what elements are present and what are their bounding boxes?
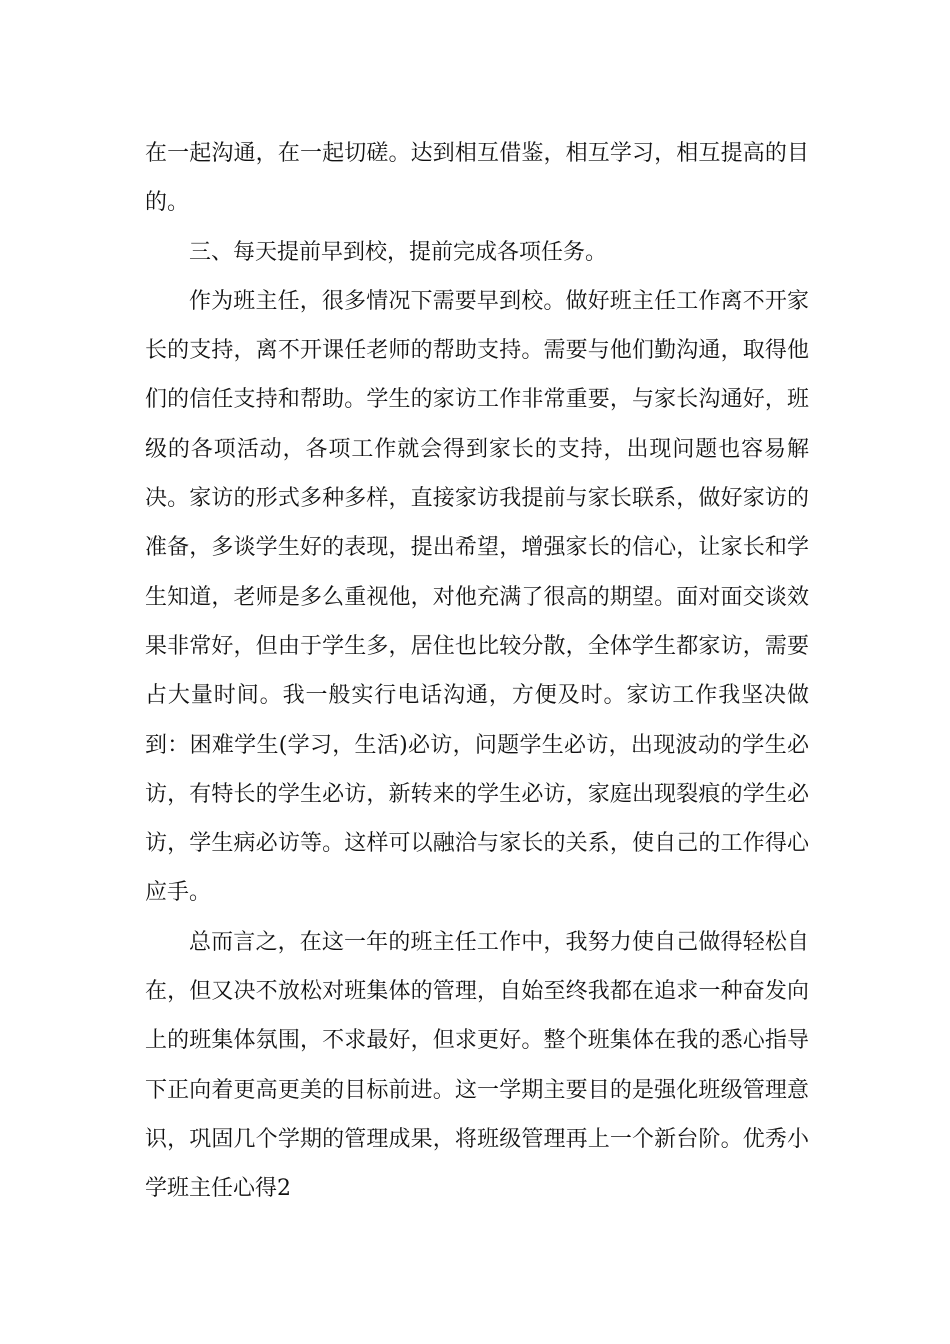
paragraph-summary: 总而言之，在这一年的班主任工作中，我努力使自己做得轻松自在，但又决不放松对班集体的管理，自始至终我都在追求一种奋发向上的班集体氛围，不求最好，但求更好。整个班集体在我的悉心指导下正向着更高更美的目标前进。这一学期主要目的是强化班级管理意识，巩固几个学期的管理成果，将班级管理再上一个新台阶。优秀小学班主任心得2 [145, 929, 809, 1202]
paragraph-continuation: 在一起沟通，在一起切磋。达到相互借鉴，相互学习，相互提高的目的。 [145, 141, 809, 216]
section-heading: 三、每天提前早到校，提前完成各项任务。 [189, 239, 608, 265]
document-body [145, 129, 809, 1214]
paragraph-home-visits: 作为班主任，很多情况下需要早到校。做好班主任工作离不开家长的支持，离不开课任老师的帮助支持。需要与他们勤沟通，取得他们的信任支持和帮助。学生的家访工作非常重要，与家长沟通好，班级的各项活动，各项工作就会得到家长的支持，出现问题也容易解决。家访的形式多种多样，直接家访我提前与家长联系，做好家访的准备，多谈学生好的表现，提出希望，增强家长的信心，让家长和学生知道，老师是多么重视他，对他充满了很高的期望。面对面交谈效果非常好，但由于学生多，居住也比较分散，全体学生都家访，需要占大量时间。我一般实行电话沟通，方便及时。家访工作我坚决做到：困难学生(学习，生活)必访，问题学生必访，出现波动的学生必访，有特长的学生必访，新转来的学生必访，家庭出现裂痕的学生必访，学生病必访等。这样可以融洽与家长的关系，使自己的工作得心应手。 [145, 288, 809, 906]
